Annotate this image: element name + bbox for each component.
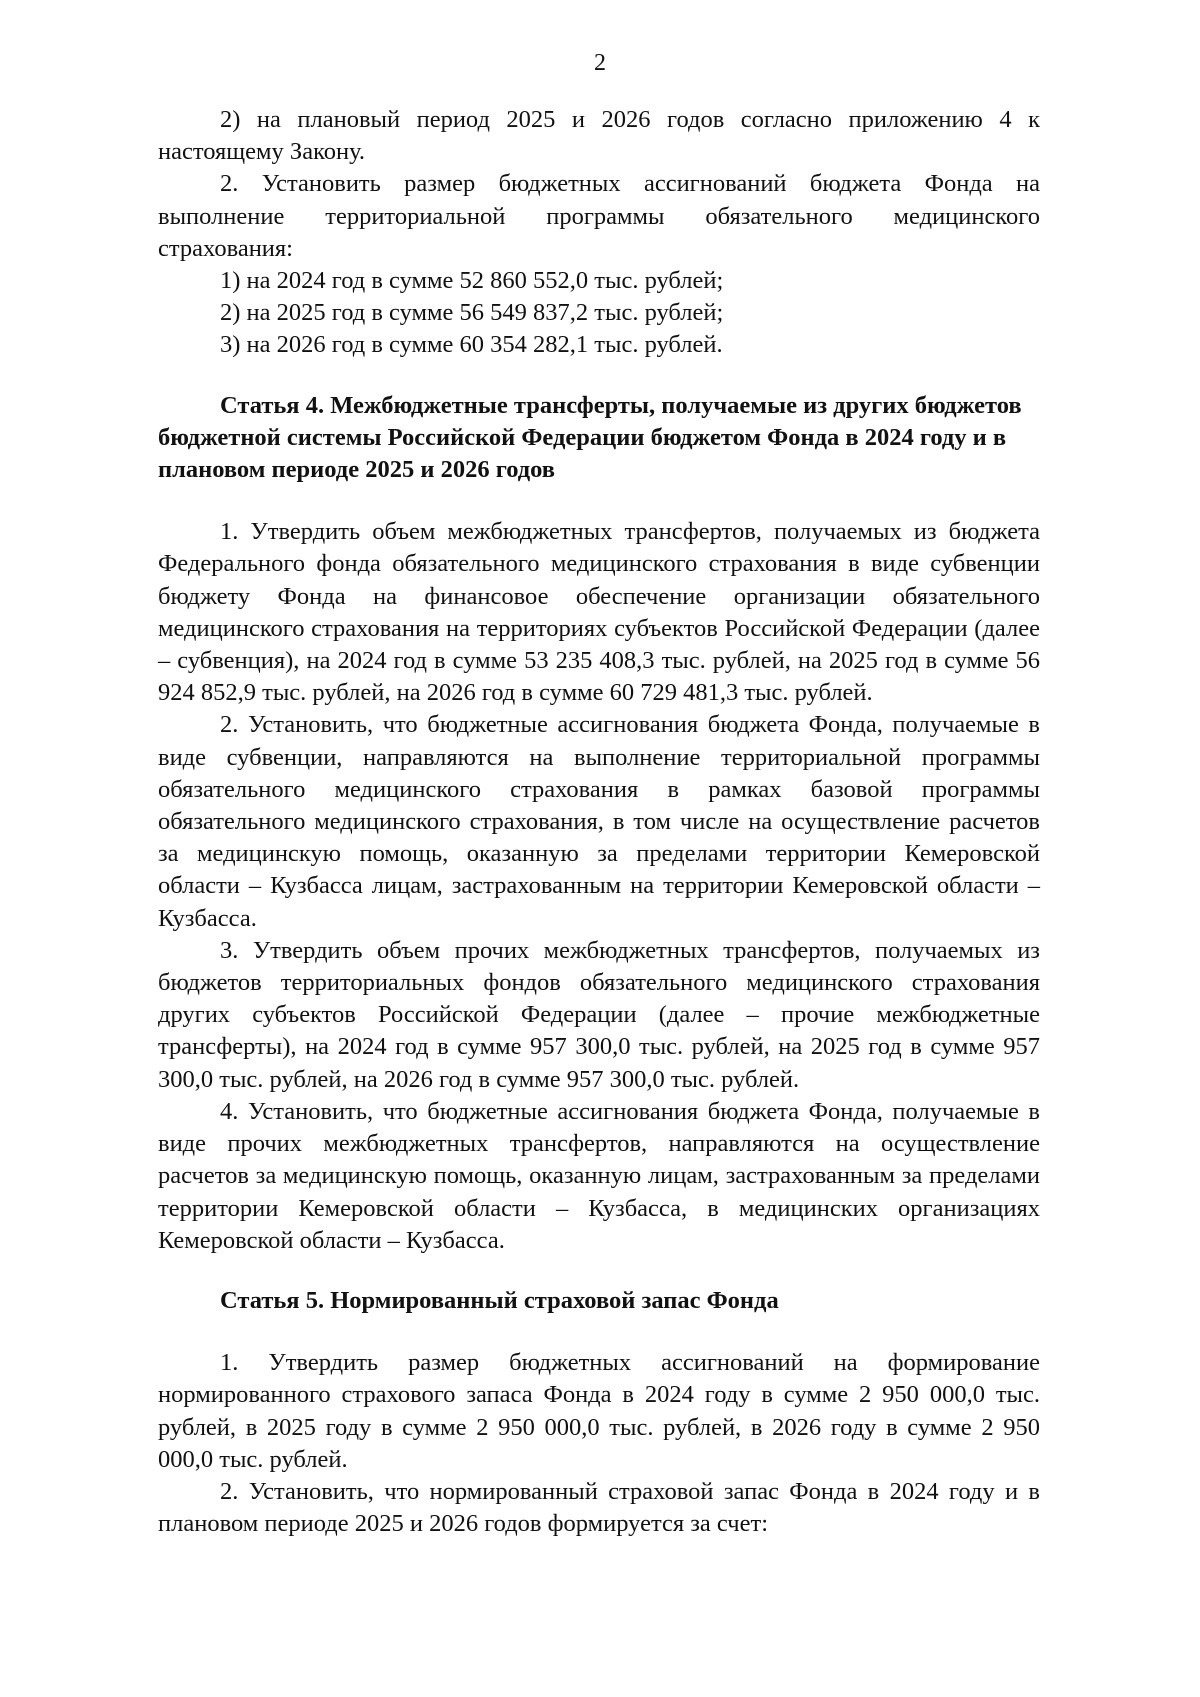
page-number: 2: [594, 50, 606, 76]
list-item: 3) на 2026 год в сумме 60 354 282,1 тыс. рублей.: [220, 331, 723, 359]
article-4-title: Статья 4. Межбюджетные трансферты, получаемые из других бюджетов бюджетной системы Российской Федерации бюджетом Фонда в 2024 году и в плановом периоде 2025 и 2026 годов: [158, 391, 1022, 484]
article-5-paragraph: 1. Утвердить размер бюджетных ассигнований на формирование нормированного страхового запаса Фонда в 2024 году в сумме 2 950 000,0 тыс. рублей, в 2025 году в сумме 2 950 000,0 тыс. рублей, в 2026 году в сумме 2 950 000,0 тыс. рублей.: [158, 1349, 1040, 1473]
paragraph-budget-allocations: 2. Установить размер бюджетных ассигнований бюджета Фонда на выполнение территориальной программы обязательного медицинского страхования:: [158, 170, 1040, 262]
paragraph-plan-period: 2) на плановый период 2025 и 2026 годов согласно приложению 4 к настоящему Закону.: [158, 106, 1040, 166]
article-4-paragraph: 1. Утвердить объем межбюджетных трансфертов, получаемых из бюджета Федерального фонда обязательного медицинского страхования в виде субвенции бюджету Фонда на финансовое обеспечение организации обязательного медицинского страхования на территориях субъектов Российской Федерации (далее – субвенция), на 2024 год в сумме 53 235 408,3 тыс. рублей, на 2025 год в сумме 56 924 852,9 тыс. рублей, на 2026 год в сумме 60 729 481,3 тыс. рублей.: [158, 518, 1040, 707]
article-4-paragraph: 4. Установить, что бюджетные ассигнования бюджета Фонда, получаемые в виде прочих межбюджетных трансфертов, направляются на осуществление расчетов за медицинскую помощь, оказанную лицам, застрахованным за пределами территории Кемеровской области – Кузбасса, в медицинских организациях Кемеровской области – Кузбасса.: [158, 1097, 1040, 1254]
article-5-paragraph: 2. Установить, что нормированный страховой запас Фонда в 2024 году и в плановом периоде 2025 и 2026 годов формируется за счет:: [158, 1477, 1040, 1538]
article-4-paragraph: 3. Утвердить объем прочих межбюджетных трансфертов, получаемых из бюджетов территориальных фондов обязательного медицинского страхования других субъектов Российской Федерации (далее – прочие межбюджетные трансферты), на 2024 год в сумме 957 300,0 тыс. рублей, на 2025 год в сумме 957 300,0 тыс. рублей, на 2026 год в сумме 957 300,0 тыс. рублей.: [158, 936, 1040, 1093]
list-item: 1) на 2024 год в сумме 52 860 552,0 тыс. рублей;: [220, 267, 724, 295]
article-5-title: Статья 5. Нормированный страховой запас Фонда: [220, 1286, 779, 1314]
article-4-paragraph: 2. Установить, что бюджетные ассигнования бюджета Фонда, получаемые в виде субвенции, направляются на выполнение территориальной программы обязательного медицинского страхования в рамках базовой программы обязательного медицинского страхования, в том числе на осуществление расчетов за медицинскую помощь, оказанную за пределами территории Кемеровской области – Кузбасса лицам, застрахованным на территории Кемеровской области – Кузбасса.: [158, 711, 1040, 932]
document-body: [158, 104, 1040, 1540]
list-item: 2) на 2025 год в сумме 56 549 837,2 тыс. рублей;: [220, 299, 724, 327]
